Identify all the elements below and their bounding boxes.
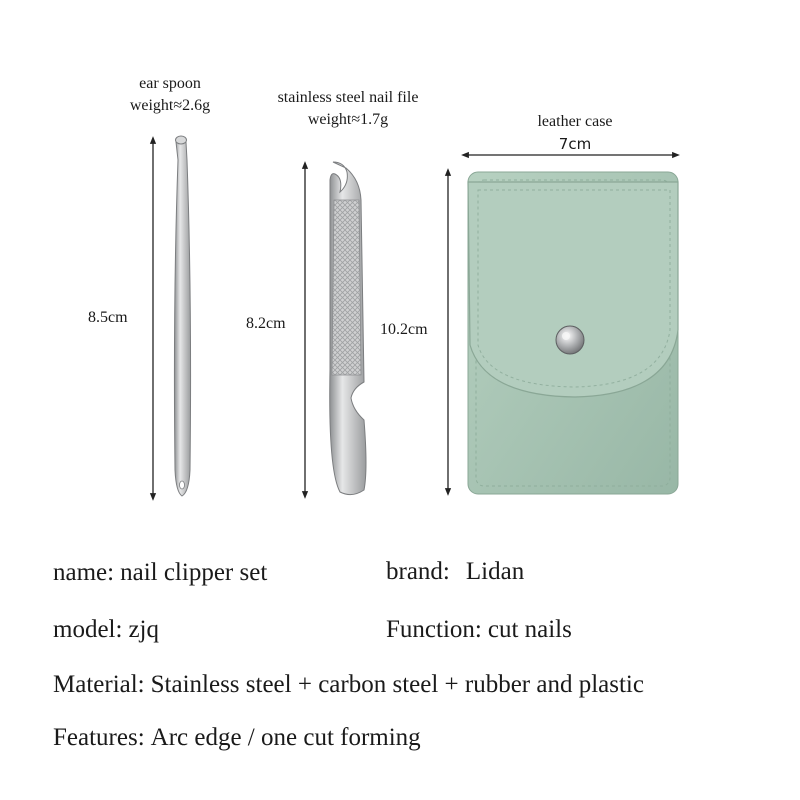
spec-model-value: zjq bbox=[128, 616, 159, 643]
spec-brand-value: Lidan bbox=[465, 558, 525, 585]
spec-features bbox=[53, 723, 421, 753]
spec-material-value: Stainless steel + carbon steel + rubber and plastic bbox=[150, 671, 644, 698]
spec-features-value: Arc edge / one cut forming bbox=[150, 724, 421, 751]
spec-model-label: model: bbox=[53, 616, 123, 643]
spec-brand-label: brand: bbox=[386, 558, 450, 585]
spec-function-label: Function: bbox=[386, 616, 482, 643]
leather-case-label: leather case bbox=[537, 113, 613, 130]
spec-function bbox=[386, 615, 572, 645]
spec-name-label: name: bbox=[53, 559, 115, 586]
leather-case-width: 7cm bbox=[558, 135, 592, 153]
spec-features-label: Features: bbox=[53, 724, 145, 751]
spec-name bbox=[53, 558, 267, 588]
ear-spoon-image bbox=[174, 136, 190, 496]
spec-model bbox=[53, 615, 159, 645]
ear-spoon-length: 8.5cm bbox=[88, 309, 128, 326]
nail-file-weight: weight≈1.7g bbox=[307, 111, 389, 128]
ear-spoon-label-group bbox=[100, 73, 240, 117]
ear-spoon-label: ear spoon bbox=[139, 75, 201, 92]
spec-name-value: nail clipper set bbox=[120, 559, 268, 586]
spec-function-value: cut nails bbox=[487, 616, 572, 643]
ear-spoon-weight: weight≈2.6g bbox=[129, 97, 211, 114]
leather-case-image bbox=[468, 172, 678, 494]
leather-case-height: 10.2cm bbox=[380, 321, 428, 338]
spec-material-label: Material: bbox=[53, 671, 145, 698]
nail-file-image bbox=[330, 162, 366, 495]
spec-brand bbox=[386, 557, 524, 587]
spec-material bbox=[53, 670, 644, 700]
nail-file-length: 8.2cm bbox=[246, 315, 286, 332]
nail-file-label: stainless steel nail file bbox=[277, 89, 419, 106]
nail-file-label-group bbox=[238, 87, 458, 131]
